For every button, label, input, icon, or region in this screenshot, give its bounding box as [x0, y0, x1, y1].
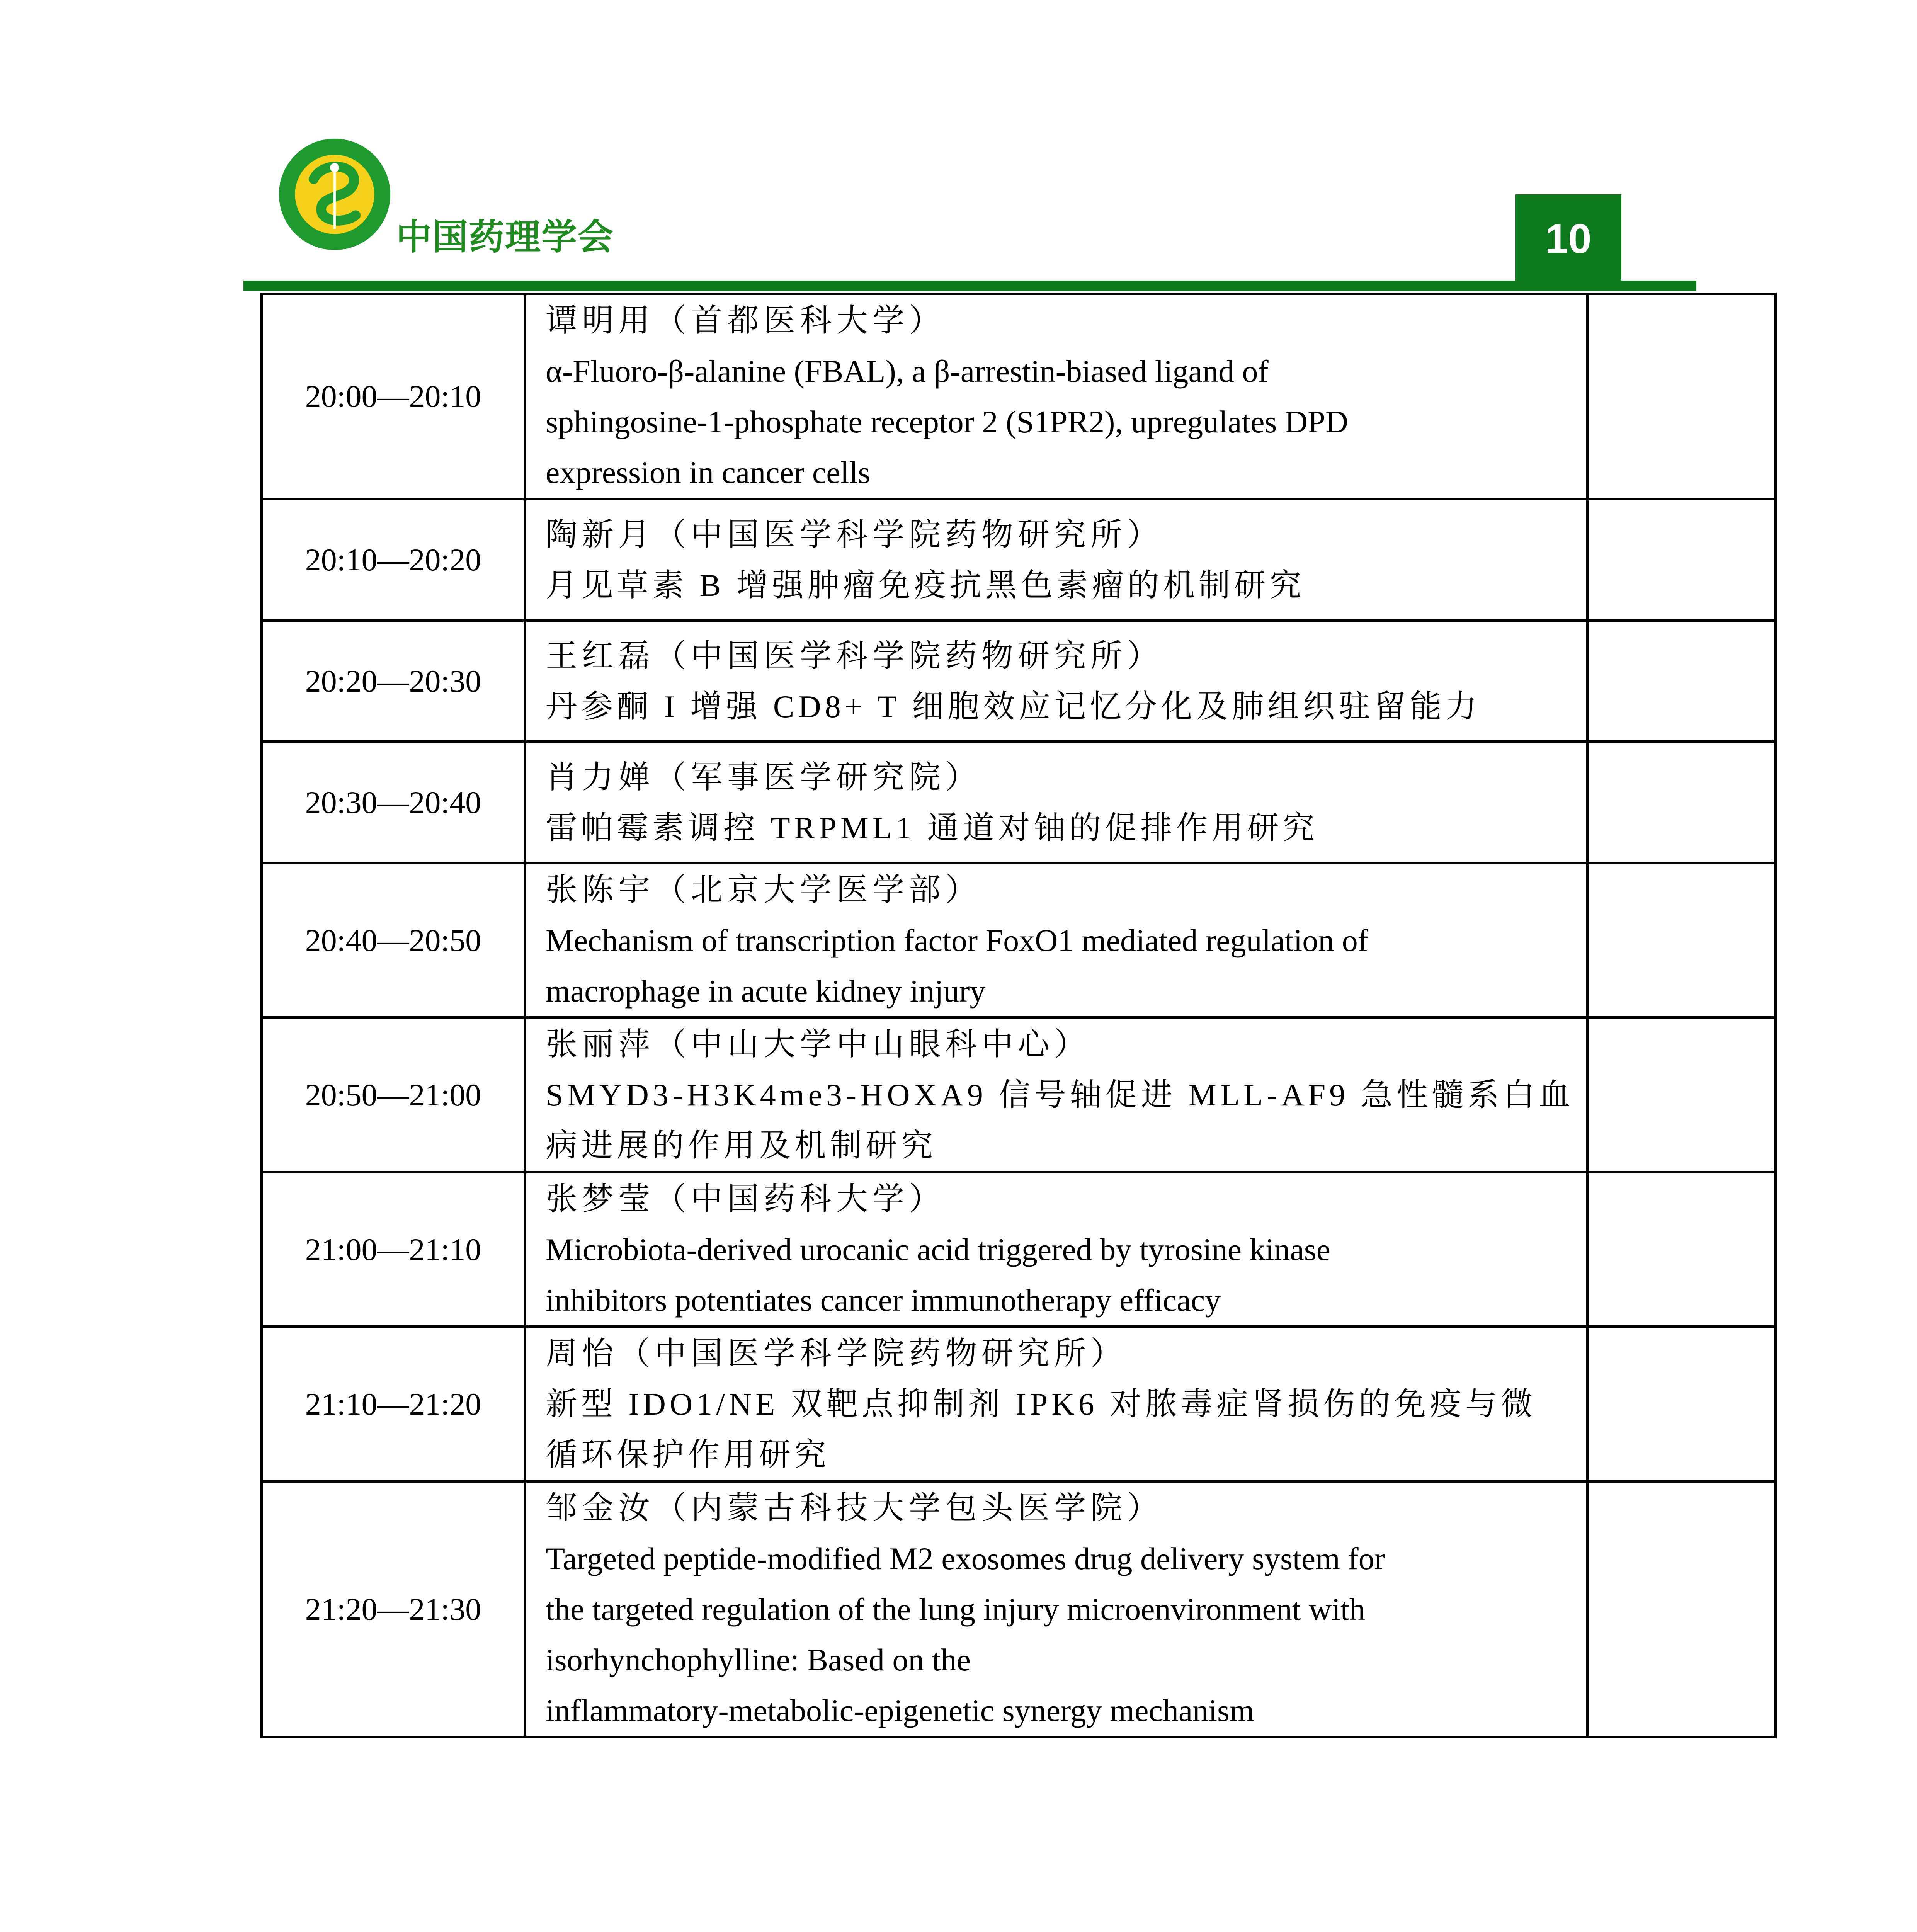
header-divider — [243, 281, 1696, 291]
talk-title-line: 月见草素 B 增强肿瘤免疫抗黑色素瘤的机制研究 — [546, 567, 1305, 603]
talk-title-line: sphingosine-1-phosphate receptor 2 (S1PR2), upregulates DPD — [546, 404, 1348, 439]
speaker-affiliation: 周怡（中国医学科学院药物研究所） — [546, 1335, 1127, 1372]
talk-details — [525, 1481, 1587, 1737]
time-slot: 21:10—21:20 — [262, 1327, 525, 1481]
time-slot: 21:00—21:10 — [262, 1172, 525, 1327]
schedule-row — [262, 1481, 1776, 1737]
speaker-affiliation: 谭明用（首都医科大学） — [546, 302, 946, 339]
talk-details — [525, 1172, 1587, 1327]
schedule-row — [262, 742, 1776, 863]
talk-title-line: macrophage in acute kidney injury — [546, 973, 986, 1009]
talk-details — [525, 1327, 1587, 1481]
empty-cell — [1587, 1327, 1775, 1481]
talk-title-line: Mechanism of transcription factor FoxO1 mediated regulation of — [546, 923, 1369, 958]
talk-title-line: inhibitors potentiates cancer immunotherapy efficacy — [546, 1282, 1221, 1318]
talk-details — [525, 742, 1587, 863]
empty-cell — [1587, 1018, 1775, 1172]
talk-title-line: 病进展的作用及机制研究 — [546, 1128, 937, 1163]
empty-cell — [1587, 294, 1775, 499]
talk-title-line: the targeted regulation of the lung injury microenvironment with — [546, 1592, 1365, 1627]
talk-title-line: α-Fluoro-β-alanine (FBAL), a β-arrestin-biased ligand of — [546, 354, 1269, 389]
talk-details — [525, 1018, 1587, 1172]
speaker-affiliation: 肖力婵（军事医学研究院） — [546, 759, 982, 796]
speaker-affiliation: 张陈宇（北京大学医学部） — [546, 871, 982, 908]
speaker-affiliation: 陶新月（中国医学科学院药物研究所） — [546, 516, 1163, 553]
talk-title-line: 新型 IDO1/NE 双靶点抑制剂 IPK6 对脓毒症肾损伤的免疫与微 — [546, 1386, 1536, 1422]
talk-title-line: 丹参酮 I 增强 CD8+ T 细胞效应记忆分化及肺组织驻留能力 — [546, 689, 1481, 724]
time-slot: 20:40—20:50 — [262, 863, 525, 1018]
schedule-body — [262, 294, 1776, 1737]
page-number: 10 — [1515, 194, 1621, 283]
talk-title-line: inflammatory-metabolic-epigenetic synergy mechanism — [546, 1693, 1254, 1728]
schedule-row — [262, 499, 1776, 621]
talk-title-line: 雷帕霉素调控 TRPML1 通道对铀的促排作用研究 — [546, 810, 1318, 845]
empty-cell — [1587, 621, 1775, 742]
schedule-row — [262, 1172, 1776, 1327]
schedule-row — [262, 294, 1776, 499]
society-name: 中国药理学会 — [396, 216, 614, 258]
empty-cell — [1587, 863, 1775, 1018]
time-slot: 21:20—21:30 — [262, 1481, 525, 1737]
speaker-affiliation: 张梦莹（中国药科大学） — [546, 1180, 946, 1217]
time-slot: 20:00—20:10 — [262, 294, 525, 499]
talk-details — [525, 499, 1587, 621]
empty-cell — [1587, 1172, 1775, 1327]
speaker-affiliation: 王红磊（中国医学科学院药物研究所） — [546, 637, 1163, 674]
talk-title-line: SMYD3-H3K4me3-HOXA9 信号轴促进 MLL-AF9 急性髓系白血 — [546, 1077, 1574, 1112]
schedule-table — [260, 293, 1777, 1738]
speaker-affiliation: 张丽萍（中山大学中山眼科中心） — [546, 1026, 1091, 1063]
time-slot: 20:30—20:40 — [262, 742, 525, 863]
society-logo-icon — [277, 137, 392, 252]
speaker-affiliation: 邹金汝（内蒙古科技大学包头医学院） — [546, 1490, 1163, 1526]
talk-details — [525, 621, 1587, 742]
time-slot: 20:20—20:30 — [262, 621, 525, 742]
talk-title-line: 循环保护作用研究 — [546, 1437, 830, 1472]
empty-cell — [1587, 742, 1775, 863]
talk-details — [525, 863, 1587, 1018]
schedule-row — [262, 621, 1776, 742]
talk-title-line: Microbiota-derived urocanic acid triggered by tyrosine kinase — [546, 1232, 1331, 1267]
talk-title-line: Targeted peptide-modified M2 exosomes drug delivery system for — [546, 1541, 1385, 1576]
talk-details — [525, 294, 1587, 499]
schedule-row — [262, 863, 1776, 1018]
talk-title-line: isorhynchophylline: Based on the — [546, 1642, 971, 1677]
empty-cell — [1587, 499, 1775, 621]
schedule-row — [262, 1018, 1776, 1172]
empty-cell — [1587, 1481, 1775, 1737]
talk-title-line: expression in cancer cells — [546, 455, 871, 490]
schedule-row — [262, 1327, 1776, 1481]
time-slot: 20:10—20:20 — [262, 499, 525, 621]
time-slot: 20:50—21:00 — [262, 1018, 525, 1172]
